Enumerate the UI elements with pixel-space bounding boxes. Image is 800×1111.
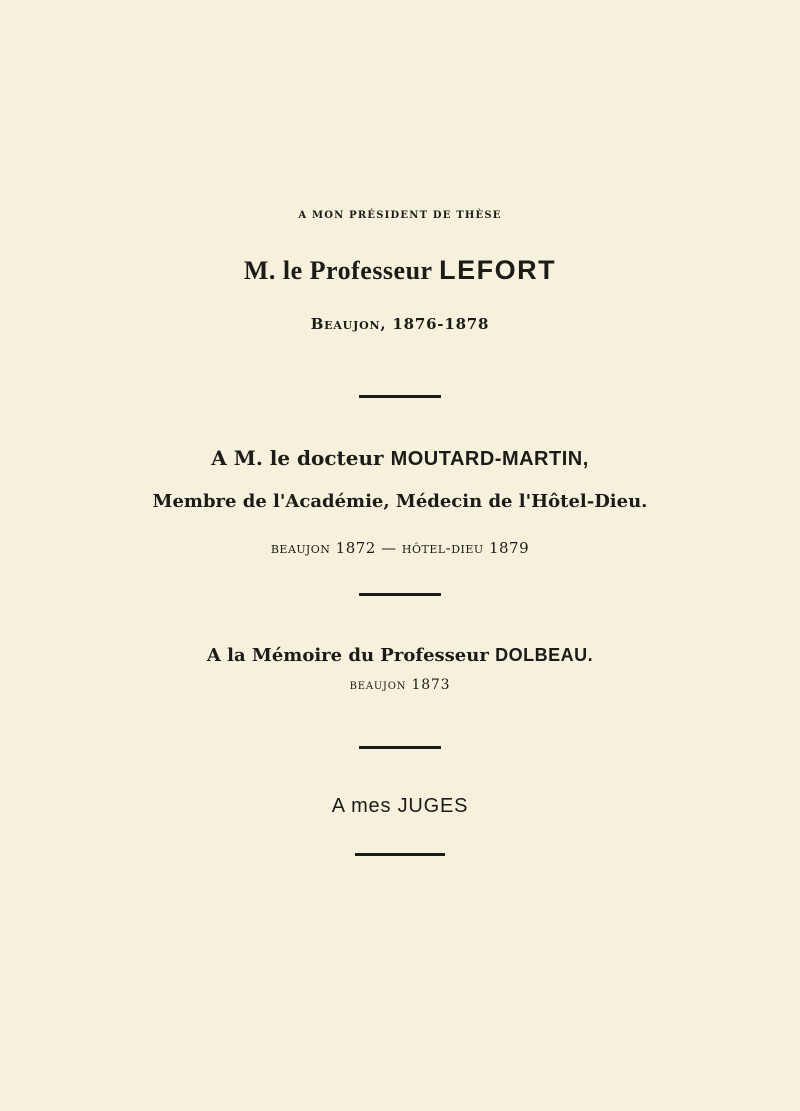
dolbeau-prefix: A la Mémoire du Professeur [206, 645, 489, 666]
moutard-services: beaujon 1872 — hôtel-dieu 1879 [270, 539, 530, 557]
moutard-prefix: A M. le docteur [211, 446, 384, 470]
thesis-president-dedication: A MON PRÉSIDENT DE THÈSE [298, 210, 502, 221]
dolbeau-surname: DOLBEAU. [495, 645, 594, 665]
moutard-surname: MOUTARD-MARTIN, [390, 448, 589, 470]
lefort-surname: LEFORT [439, 255, 557, 285]
lefort-prefix: M. le Professeur [243, 256, 433, 285]
dolbeau-name-line [0, 645, 800, 666]
separator-rule [359, 593, 441, 596]
lefort-name-line [0, 255, 800, 286]
separator-rule [359, 395, 441, 398]
lefort-service: Beaujon, 1876-1878 [310, 315, 490, 333]
moutard-name-line [0, 446, 800, 471]
separator-rule [355, 853, 445, 856]
judges-dedication: A mes JUGES [331, 795, 469, 817]
dolbeau-service: beaujon 1873 [349, 677, 451, 693]
separator-rule [359, 746, 441, 749]
moutard-titles: Membre de l'Académie, Médecin de l'Hôtel-Dieu. [152, 491, 648, 512]
